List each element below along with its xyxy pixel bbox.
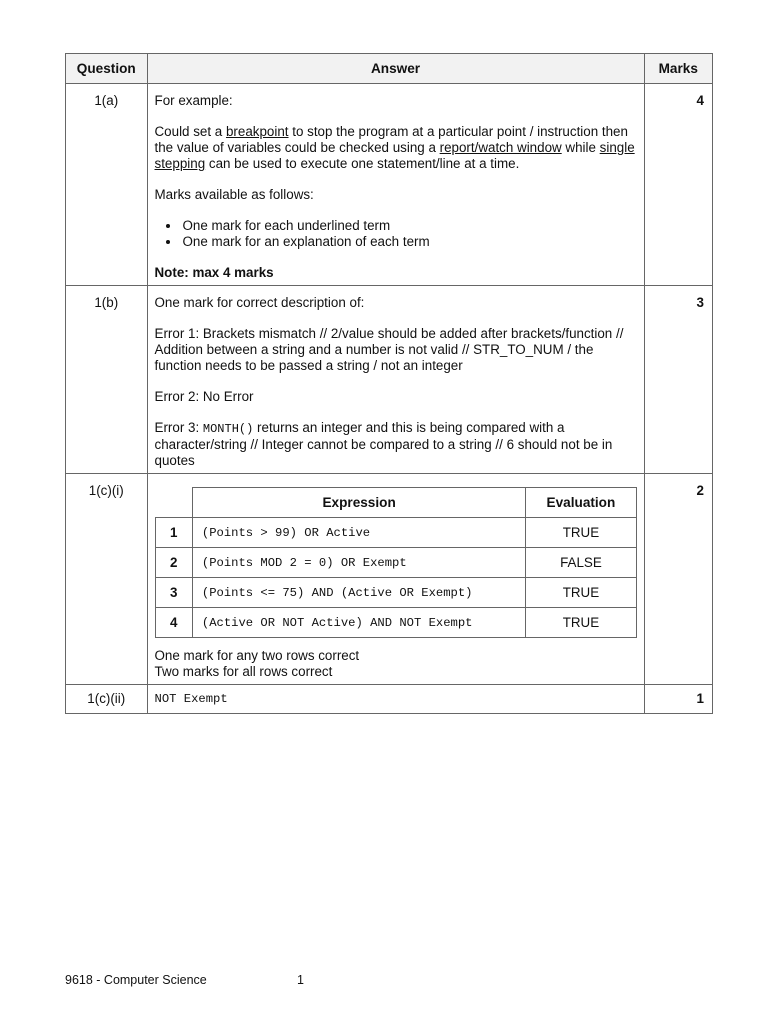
header-row xyxy=(66,54,713,84)
evaluation-cell: TRUE xyxy=(526,518,636,548)
evaluation-cell: TRUE xyxy=(526,578,636,608)
row-number: 1 xyxy=(155,518,192,548)
marks-value: 4 xyxy=(644,84,712,286)
answer-cell xyxy=(147,286,644,474)
expression-header: Expression xyxy=(192,488,525,518)
bullet-item: • One mark for an explanation of each term xyxy=(181,234,637,250)
row-number: 3 xyxy=(155,578,192,608)
row-1b xyxy=(66,286,713,474)
row-number: 2 xyxy=(155,548,192,578)
mark-guidance: Two marks for all rows correct xyxy=(154,664,333,679)
row-1ci xyxy=(66,474,713,685)
evaluation-header-row xyxy=(155,488,636,518)
footer-subject: 9618 - Computer Science xyxy=(65,973,207,987)
question-number: 1(c)(i) xyxy=(66,474,148,685)
underlined-term: breakpoint xyxy=(225,124,289,139)
marks-value: 3 xyxy=(644,286,712,474)
evaluation-header: Evaluation xyxy=(526,488,636,518)
evaluation-row xyxy=(155,548,636,578)
page-number: 1 xyxy=(297,973,304,987)
bullet-list xyxy=(155,218,637,250)
intro-text: For example: xyxy=(154,93,233,108)
bullet-item: • One mark for each underlined term xyxy=(181,218,637,234)
answer-cell: NOT Exempt xyxy=(147,685,644,714)
code-month: MONTH() xyxy=(202,422,254,436)
question-header: Question xyxy=(66,54,148,84)
row-1a xyxy=(66,84,713,286)
error-2-text: Error 2: No Error xyxy=(154,389,254,404)
evaluation-cell: FALSE xyxy=(526,548,636,578)
error-3-text: Error 3: MONTH() returns an integer and this is being compared with a character/string // Integer cannot be compared to a string // 6 should not be in quotes xyxy=(154,420,613,468)
question-number: 1(b) xyxy=(66,286,148,474)
expression-cell: (Active OR NOT Active) AND NOT Exempt xyxy=(192,608,525,638)
expression-cell: (Points MOD 2 = 0) OR Exempt xyxy=(192,548,525,578)
evaluation-row xyxy=(155,608,636,638)
answer-cell xyxy=(147,474,644,685)
marks-intro: Marks available as follows: xyxy=(154,187,314,202)
marks-header: Marks xyxy=(644,54,712,84)
question-number: 1(c)(ii) xyxy=(66,685,148,714)
underlined-term: single stepping xyxy=(154,140,635,171)
underlined-term: report/watch window xyxy=(439,140,562,155)
note-text: Note: max 4 marks xyxy=(154,265,274,280)
evaluation-table xyxy=(155,487,637,638)
evaluation-row xyxy=(155,518,636,548)
marks-value: 1 xyxy=(644,685,712,714)
expression-cell: (Points <= 75) AND (Active OR Exempt) xyxy=(192,578,525,608)
evaluation-cell: TRUE xyxy=(526,608,636,638)
evaluation-row xyxy=(155,578,636,608)
row-number: 4 xyxy=(155,608,192,638)
mark-scheme-table xyxy=(65,53,713,714)
row-1cii xyxy=(66,685,713,714)
expression-cell: (Points > 99) OR Active xyxy=(192,518,525,548)
answer-paragraph: Could set a breakpoint to stop the program at a particular point / instruction then the value of variables could be checked using a report/watch window while single stepping can be used to execute one statement/line at a time. xyxy=(154,124,635,171)
page-footer xyxy=(65,973,304,987)
question-number: 1(a) xyxy=(66,84,148,286)
intro-text: One mark for correct description of: xyxy=(154,295,365,310)
error-1-text: Error 1: Brackets mismatch // 2/value should be added after brackets/function // Addition between a string and a number is not valid // STR_TO_NUM / the function needs to be passed a string / not an integer xyxy=(154,326,624,373)
marks-value: 2 xyxy=(644,474,712,685)
answer-cell xyxy=(147,84,644,286)
mark-guidance: One mark for any two rows correct xyxy=(154,648,360,663)
answer-header: Answer xyxy=(147,54,644,84)
